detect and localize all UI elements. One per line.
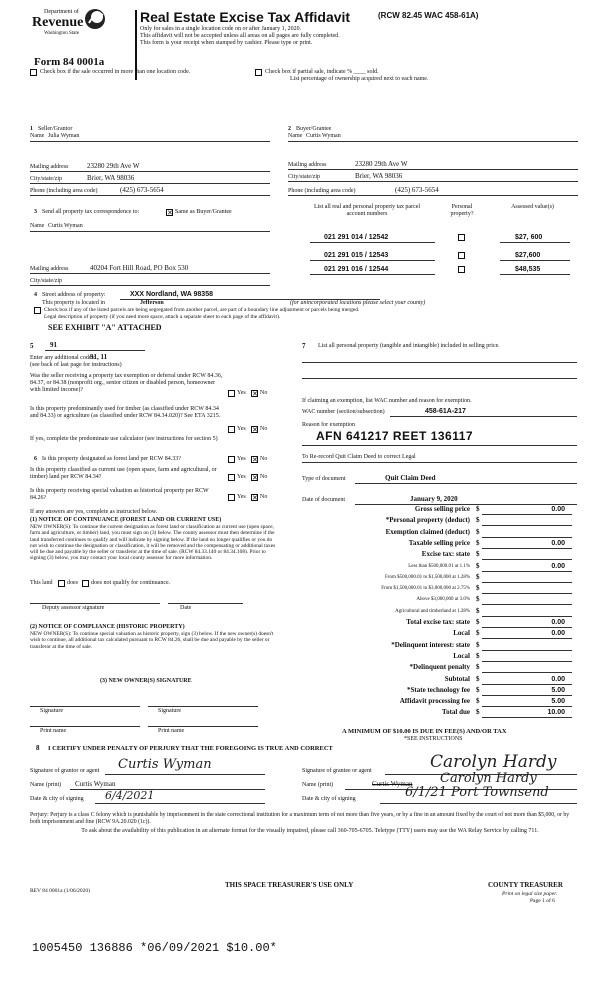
seller-heading: Seller/Grantor xyxy=(38,126,73,132)
grantor-signature-label: Signature of grantor or agent xyxy=(30,768,100,774)
tax-row-label: *Personal property (deduct) xyxy=(385,516,470,524)
grantor-date: 6/4/2021 xyxy=(105,789,155,802)
tax-row-value: 10.00 xyxy=(547,709,565,716)
seller-phone: (425) 673-5654 xyxy=(120,186,164,194)
tax-row-value: 0.00 xyxy=(551,563,565,570)
wac-number-label: WAC number (section/subsection) xyxy=(302,409,385,415)
correspondence-name: Curtis Wyman xyxy=(48,223,83,229)
seller-name-label: Name xyxy=(30,133,45,139)
parcel-number: 021 291 015 / 12543 xyxy=(324,252,389,259)
tax-row-value: 0.00 xyxy=(551,619,565,626)
parcel-line xyxy=(310,260,435,261)
buyer-city: Brier, WA 98036 xyxy=(355,172,403,180)
does-not-label: does not qualify for continuance. xyxy=(91,580,171,586)
treasurer-use-only: THIS SPACE TREASURER'S USE ONLY xyxy=(225,881,354,889)
does-qualify-checkbox[interactable] xyxy=(58,580,65,587)
does-not-qualify-checkbox[interactable] xyxy=(82,580,89,587)
continuance-text: NEW OWNER(S): To continue the current designation as forest land or classification as current use (open space, farm and agriculture, or timber) land, you must sign on (3) below. The county assessor must then determine if the land transferred continues to qualify and will indicate by signing below. If the land no longer qualifies or you do not wish to continue the designation or classification, it will be removed and the compensating or additional taxes will be due and payable by the seller or transferor at the time of sale. (RCW 84.33.140 or 84.34.108). Prior to signing (3) below, you may contact your local county assessor for more information. xyxy=(30,524,276,562)
see-instructions-note: *SEE INSTRUCTIONS xyxy=(404,736,463,742)
tax-row-value: 5.00 xyxy=(551,698,565,705)
timber-yes-checkbox[interactable] xyxy=(228,426,235,433)
additional-codes: 91, 11 xyxy=(90,353,108,361)
tax-row-line xyxy=(482,638,572,639)
forest-land-question: Is this property designated as forest land per RCW 84.33? xyxy=(42,456,181,462)
buyer-mailing: 23280 29th Ave W xyxy=(355,160,408,168)
tax-row-dollar: $ xyxy=(476,607,480,615)
tax-row-label: *Delinquent interest: state xyxy=(391,641,470,649)
rerecord-note: To Re-record Quit Claim Deed to correct Legal xyxy=(302,454,416,460)
instruction-1: Only for sales in a single location code on or after January 1, 2020. xyxy=(140,26,302,32)
form-title: Real Estate Excise Tax Affidavit xyxy=(140,9,351,25)
correspondence-name-label: Name xyxy=(30,223,45,229)
tax-row-line xyxy=(482,525,572,526)
tax-row-label: Local xyxy=(453,629,470,637)
tax-row-dollar: $ xyxy=(476,675,480,683)
tax-row-dollar: $ xyxy=(476,641,480,649)
form-number: Form 84 0001a xyxy=(34,56,105,68)
seller-city-label: City/state/zip xyxy=(30,176,62,182)
owner-signature-label-2: Signature xyxy=(158,708,181,714)
land-use-code: 91 xyxy=(50,341,57,349)
buyer-phone-label: Phone (including area code) xyxy=(288,188,356,194)
same-as-buyer-label: Same as Buyer/Grantee xyxy=(175,209,232,215)
tax-row-dollar: $ xyxy=(476,516,480,524)
segregated-checkbox[interactable] xyxy=(34,307,41,314)
tax-row-label: Exemption claimed (deduct) xyxy=(385,528,470,536)
forest-yes-label: Yes xyxy=(237,456,246,462)
owner-print-line-2 xyxy=(148,726,258,727)
doc-type: Quit Claim Deed xyxy=(385,474,436,482)
doc-type-line xyxy=(355,483,577,484)
dor-logo xyxy=(22,8,132,53)
legal-description-label: Legal description of property (if you need more space, attach a separate sheet to each page of the affidavit). xyxy=(44,314,281,320)
tax-row-dollar: $ xyxy=(476,595,480,603)
tax-row-dollar: $ xyxy=(476,652,480,660)
current-use-yes-checkbox[interactable] xyxy=(228,474,235,481)
tax-row-line xyxy=(482,627,572,628)
section-1-number: 1 xyxy=(30,126,33,132)
tax-row-dollar: $ xyxy=(476,539,480,547)
parcel-assessed-value: $27,600 xyxy=(515,252,541,259)
grantee-name: Carolyn Hardy xyxy=(440,771,537,786)
personal-property-checkbox[interactable] xyxy=(458,266,465,273)
tax-row-line xyxy=(482,537,572,538)
tax-row-dollar: $ xyxy=(476,550,480,558)
exhibit-note: SEE EXHIBIT "A" ATTACHED xyxy=(48,323,162,332)
street-address-label: Street address of property: xyxy=(42,292,106,298)
timber-yes-label: Yes xyxy=(237,426,246,432)
tax-row-value: 0.00 xyxy=(551,676,565,683)
multiple-location-label: Check box if the sale occurred in more than one location code. xyxy=(40,69,191,75)
tax-row-line xyxy=(482,672,572,673)
grantor-date-line xyxy=(95,803,265,804)
tax-row-value: 5.00 xyxy=(551,687,565,694)
tax-row-line xyxy=(482,593,572,594)
buyer-city-label: City/state/zip xyxy=(288,174,320,180)
tax-row-label: Excise tax: state xyxy=(421,550,470,558)
county-value: Jefferson xyxy=(140,300,164,306)
rev-number: REV 84 0001a (1/06/2020) xyxy=(30,888,90,894)
tax-row-label: Total excise tax: state xyxy=(406,618,470,626)
tax-row-dollar: $ xyxy=(476,528,480,536)
correspondence-mailing-label: Mailing address xyxy=(30,266,69,272)
rerecord-line xyxy=(302,462,577,463)
buyer-mailing-line xyxy=(288,169,578,170)
grantee-date-line xyxy=(380,803,577,804)
timber-no-label: No xyxy=(260,426,268,432)
tax-row-label: Local xyxy=(453,652,470,660)
seller-phone-line xyxy=(30,195,270,196)
instruction-2: This affidavit will not be accepted unless all areas on all pages are fully completed. xyxy=(140,33,340,39)
historic-no-label: No xyxy=(260,494,268,500)
exemption-reason: AFN 641217 REET 136117 xyxy=(316,429,474,443)
section-5-number: 5 xyxy=(30,342,34,350)
answers-yes-note: If any answers are yes, complete as instructed below. xyxy=(30,509,158,515)
tax-row-line xyxy=(482,571,572,572)
current-use-yes-label: Yes xyxy=(237,474,246,480)
correspondence-name-line xyxy=(30,231,270,232)
predominate-use-note: If yes, complete the predominate use calculator (see instructions for section 5) xyxy=(30,436,218,442)
grantee-name-label: Name (print) xyxy=(302,782,334,788)
tax-row-label: Gross selling price xyxy=(414,505,470,513)
parcel-header-list: List all real and personal property tax parcel account numbers xyxy=(313,204,421,217)
exemption-no-label: No xyxy=(260,390,268,396)
tax-row-dollar: $ xyxy=(476,697,480,705)
buyer-mailing-label: Mailing address xyxy=(288,162,327,168)
same-as-buyer-checkbox[interactable]: ✕ xyxy=(167,209,173,217)
dor-emblem-icon xyxy=(84,8,106,30)
assessed-line xyxy=(500,242,570,243)
section-3-number: 3 xyxy=(34,209,37,215)
certify-statement: I CERTIFY UNDER PENALTY OF PERJURY THAT THE FOREGOING IS TRUE AND CORRECT xyxy=(48,745,333,752)
rcw-reference: (RCW 82.45 WAC 458-61A) xyxy=(378,11,479,20)
grantor-date-label: Date & city of signing xyxy=(30,796,84,802)
parcel-line xyxy=(310,242,435,243)
tax-row-dollar: $ xyxy=(476,573,480,581)
parcel-assessed-value: $48,535 xyxy=(515,266,541,273)
doc-date: January 9, 2020 xyxy=(410,495,458,503)
this-land-label: This land xyxy=(30,580,53,586)
tax-row-dollar: $ xyxy=(476,562,480,570)
tax-row-label: Agricultural and timberland at 1.28% xyxy=(395,609,470,614)
buyer-name-label: Name xyxy=(288,133,303,139)
see-back-note: (see back of last page for instructions) xyxy=(30,362,122,368)
reason-label: Reason for exemption xyxy=(302,422,355,428)
section-4-number: 4 xyxy=(34,292,37,298)
print-legal-note: Print on legal size paper. xyxy=(502,891,558,897)
wac-number: 458-61A-217 xyxy=(425,408,466,415)
tax-row-line xyxy=(482,559,572,560)
wac-line xyxy=(390,416,577,417)
historic-no-checkbox[interactable]: ✕ xyxy=(252,494,258,502)
doc-type-label: Type of document xyxy=(302,476,346,482)
correspondence-mailing: 40204 Fort Hill Road, PO Box 530 xyxy=(90,264,189,272)
correspondence-city-label: City/state/zip xyxy=(30,278,62,284)
exemption-yes-label: Yes xyxy=(237,390,246,396)
buyer-phone: (425) 673-5654 xyxy=(395,186,439,194)
additional-codes-label: Enter any additional codes: xyxy=(30,355,96,361)
county-treasurer: COUNTY TREASURER xyxy=(488,881,563,889)
timber-no-checkbox[interactable]: ✕ xyxy=(252,426,258,434)
tax-row-value: 0.00 xyxy=(551,506,565,513)
grantor-signature: Curtis Wyman xyxy=(118,757,212,772)
personal-property-checkbox[interactable] xyxy=(458,252,465,259)
grantor-name-label: Name (print) xyxy=(30,782,62,788)
parcel-number: 021 291 016 / 12544 xyxy=(324,266,389,273)
tax-row-label: Above $3,000,000 at 3.0% xyxy=(416,597,470,602)
ownership-pct-note: List percentage of ownership acquired next to each name. xyxy=(290,76,429,82)
deputy-sig-line xyxy=(30,603,160,604)
exemption-no-checkbox[interactable]: ✕ xyxy=(252,390,258,398)
ada-statement: To ask about the availability of this publication in an alternate format for the visually impaired, please call 360-705-6705. Teletype (TTY) users may use the WA Relay Service by calling 711. xyxy=(81,828,539,834)
tax-row-label: Affidavit processing fee xyxy=(399,697,470,705)
section-6-number: 6 xyxy=(34,456,37,462)
forest-no-checkbox[interactable]: ✕ xyxy=(252,456,258,464)
forest-no-label: No xyxy=(260,456,268,462)
reason-line xyxy=(302,445,577,446)
buyer-phone-line xyxy=(288,195,578,196)
tax-row-dollar: $ xyxy=(476,505,480,513)
buyer-name-line xyxy=(288,141,578,142)
personal-property-label: List all personal property (tangible and intangible) included in selling price. xyxy=(318,343,500,349)
tax-row-line xyxy=(482,548,572,549)
personal-property-line-1 xyxy=(302,362,577,363)
historic-question: Is this property receiving special valuation as historical property per RCW 84.26? xyxy=(30,488,209,501)
does-label: does xyxy=(67,580,78,586)
historic-yes-checkbox[interactable] xyxy=(228,494,235,501)
grantor-name: Curtis Wyman xyxy=(75,780,116,788)
tax-row-line xyxy=(482,717,572,718)
tax-row-line xyxy=(482,661,572,662)
buyer-city-line xyxy=(288,181,578,182)
segregated-label: Check box if any of the listed parcels are being segregated from another parcel, are part of a boundary line adjustment or parcels being merged. xyxy=(44,307,360,313)
owner-signature-label-1: Signature xyxy=(40,708,63,714)
parcel-header-assessed: Assessed value(s) xyxy=(511,204,554,210)
tax-row-label: *State technology fee xyxy=(407,686,470,694)
tax-row-line xyxy=(482,695,572,696)
timber-question: Is this property predominantly used for timber (as classified under RCW 84.34 and 84.33) or agriculture (as classified under RCW 84.34.020)? See ETA 3215. xyxy=(30,406,221,419)
section-7-number: 7 xyxy=(302,342,306,350)
section-2-number: 2 xyxy=(288,126,291,132)
tax-row-label: From $500,000.01 to $1,500,000 at 1.28% xyxy=(385,575,470,580)
tax-row-dollar: $ xyxy=(476,663,480,671)
tax-row-line xyxy=(482,604,572,605)
tax-row-line xyxy=(482,616,572,617)
grantee-signature: Carolyn Hardy xyxy=(430,752,557,772)
seller-name: Julia Wyman xyxy=(48,133,80,139)
minimum-due-note: A MINIMUM OF $10.00 IS DUE IN FEE(S) AND/OR TAX xyxy=(342,728,507,735)
tax-row-label: Total due xyxy=(442,708,470,716)
personal-property-checkbox[interactable] xyxy=(458,234,465,241)
historic-yes-label: Yes xyxy=(237,494,246,500)
page-number: Page 1 of 6 xyxy=(530,898,555,904)
grantee-date: 6/1/21 Port Townsend xyxy=(405,785,549,800)
parcel-header-personal: Personal property? xyxy=(450,204,474,217)
seller-mailing-line xyxy=(30,171,270,172)
multiple-location-checkbox[interactable] xyxy=(30,69,37,76)
grantor-signature-line xyxy=(105,774,265,775)
tax-row-label: Subtotal xyxy=(444,675,470,683)
personal-property-line-2 xyxy=(302,378,577,379)
tax-row-value: 0.00 xyxy=(551,540,565,547)
wac-claim-label: If claiming an exemption, list WAC number and reason for exemption. xyxy=(302,398,472,404)
tax-row-dollar: $ xyxy=(476,708,480,716)
street-address: XXX Nordland, WA 98358 xyxy=(130,291,213,298)
unincorporated-note: (for unincorporated locations please select your county) xyxy=(290,300,426,306)
seller-phone-label: Phone (including area code) xyxy=(30,188,98,194)
land-use-line xyxy=(45,350,145,351)
deputy-signature-label: Deputy assessor signature xyxy=(42,605,105,611)
tax-row-dollar: $ xyxy=(476,686,480,694)
tax-row-line xyxy=(482,706,572,707)
buyer-name: Curtis Wyman xyxy=(306,133,341,139)
owner-sig-line-2 xyxy=(148,706,258,707)
parcel-number: 021 291 014 / 12542 xyxy=(324,234,389,241)
tax-row-value: 0.00 xyxy=(551,630,565,637)
current-use-no-checkbox[interactable]: ✕ xyxy=(252,474,258,482)
owner-sig-line-1 xyxy=(30,706,140,707)
deputy-date-line xyxy=(168,603,243,604)
partial-sale-checkbox[interactable] xyxy=(255,69,262,76)
exemption-yes-checkbox[interactable] xyxy=(228,390,235,397)
dept-line3: Washington State xyxy=(44,31,80,36)
parcel-line xyxy=(310,274,435,275)
owner-print-label-2: Print name xyxy=(158,728,185,734)
grantee-signature-label: Signature of grantee or agent xyxy=(302,768,372,774)
correspondence-label: Send all property tax correspondence to: xyxy=(42,209,140,215)
instruction-3: This form is your receipt when stamped by cashier. Please type or print. xyxy=(140,40,313,46)
located-in-label: This property is located in xyxy=(42,300,105,306)
tax-row-label: *Delinquent penalty xyxy=(409,663,470,671)
owner-print-line-1 xyxy=(30,726,140,727)
seller-mailing-label: Mailing address xyxy=(30,164,69,170)
grantee-name-struck: Curtis Wyman xyxy=(372,780,413,788)
grantor-name-line xyxy=(70,789,265,790)
forest-yes-checkbox[interactable] xyxy=(228,456,235,463)
continuance-heading: (1) NOTICE OF CONTINUANCE (FOREST LAND OR CURRENT USE) xyxy=(30,517,222,523)
current-use-no-label: No xyxy=(260,474,268,480)
owner-print-label-1: Print name xyxy=(40,728,67,734)
dept-line2: Revenue xyxy=(32,15,84,30)
parcel-assessed-value: $27, 600 xyxy=(515,234,543,241)
seller-mailing: 23280 29th Ave W xyxy=(87,162,140,170)
tax-row-line xyxy=(482,684,572,685)
exemption-question: Was the seller receiving a property tax exemption or deferral under RCW 84.36, 84.37, or 84.38 (nonprofit org., senior citizen or disabled person, homeowner with limited income)? xyxy=(30,373,223,393)
perjury-statement: Perjury: Perjury is a class C felony which is punishable by imprisonment in the state correctional institution for a maximum term of not more than five years, or by a fine in an amount fixed by the court of not more than $5,000, or by both imprisonment and fine (RCW 9A.20.020 (1c)). xyxy=(30,812,570,825)
tax-row-label: Less than $500,000.01 at 1.1% xyxy=(408,564,470,569)
tax-row-line xyxy=(482,650,572,651)
tax-row-dollar: $ xyxy=(476,584,480,592)
doc-date-label: Date of document xyxy=(302,497,345,503)
seller-city-line xyxy=(30,183,270,184)
tax-row-line xyxy=(482,514,572,515)
buyer-heading: Buyer/Grantee xyxy=(296,126,332,132)
section-8-number: 8 xyxy=(36,744,40,752)
dept-line1: Department of xyxy=(44,9,79,15)
historic-text: NEW OWNER(S): To continue special valuation as historic property, sign (3) below. If the new owner(s) doesn't wish to continue, all additional tax calculated pursuant to RCW 84.26, shall be due and payable by the seller or transferor at the time of sale. xyxy=(30,631,274,650)
grantee-date-label: Date & city of signing xyxy=(302,796,356,802)
partial-sale-label: Check box if partial sale, indicate % ____ sold. xyxy=(265,69,379,75)
tax-row-dollar: $ xyxy=(476,618,480,626)
tax-row-label: Taxable selling price xyxy=(408,539,470,547)
current-use-question: Is this property classified as current use (open space, farm and agricultural, or timber) land per RCW 84.34? xyxy=(30,467,217,480)
deputy-date-label: Date xyxy=(180,605,192,611)
correspondence-mailing-line xyxy=(30,273,270,274)
seller-city: Brier, WA 98036 xyxy=(87,174,135,182)
historic-heading: (2) NOTICE OF COMPLIANCE (HISTORIC PROPERTY) xyxy=(30,624,185,630)
tax-row-dollar: $ xyxy=(476,629,480,637)
assessed-line xyxy=(500,274,570,275)
tax-row-line xyxy=(482,582,572,583)
correspondence-city-line xyxy=(30,285,270,286)
tax-row-label: From $1,500,000.01 to $3,000,000 at 2.75% xyxy=(381,586,470,591)
seller-name-line xyxy=(30,141,270,142)
new-owner-signature-heading: (3) NEW OWNER(S) SIGNATURE xyxy=(100,678,192,684)
assessed-line xyxy=(500,260,570,261)
cashier-stamp: 1005450 136886 *06/09/2021 $10.00* xyxy=(32,941,277,955)
